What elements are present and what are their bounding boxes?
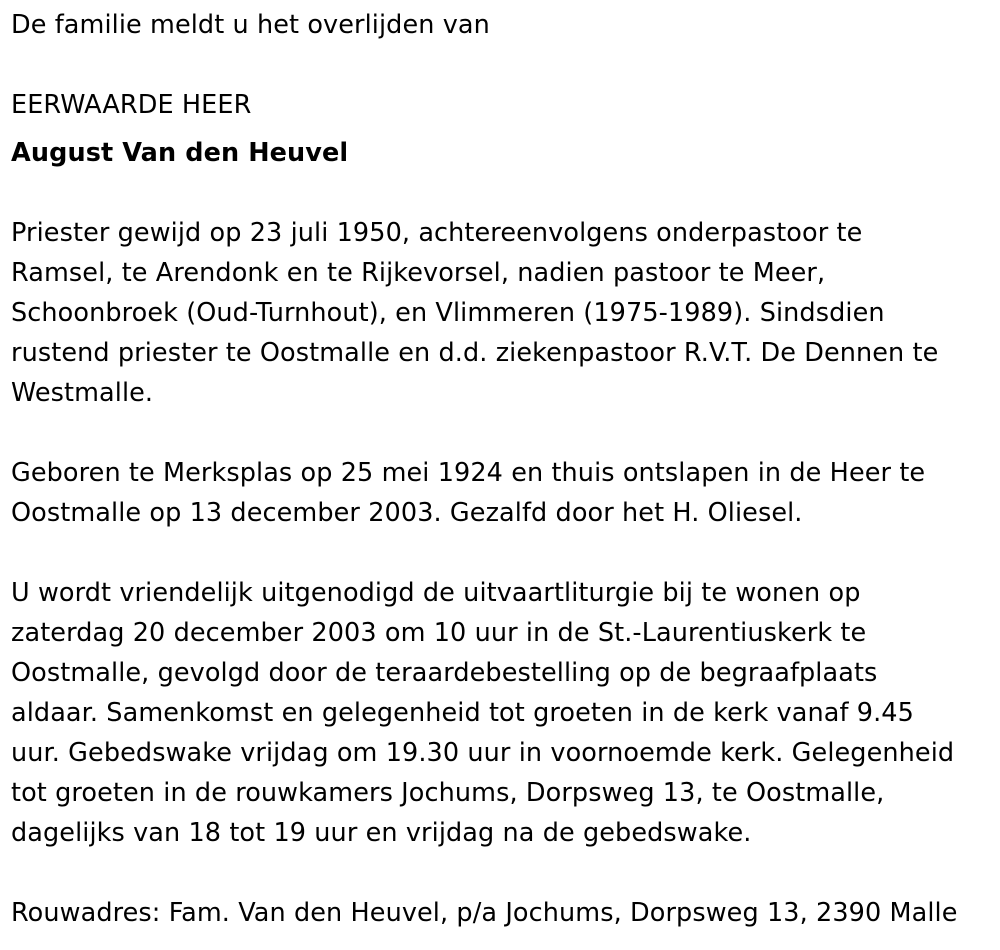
funeral-line: tot groeten in de rouwkamers Jochums, Dorpsweg 13, te Oostmalle, [11,778,885,808]
funeral-line: U wordt vriendelijk uitgenodigd de uitvaartliturgie bij te wonen op [11,578,861,608]
intro-text: De familie meldt u het overlijden van [11,10,490,40]
career-line: Ramsel, te Arendonk en te Rijkevorsel, nadien pastoor te Meer, [11,258,826,288]
mourning-address: Rouwadres: Fam. Van den Heuvel, p/a Jochums, Dorpsweg 13, 2390 Malle [11,898,958,928]
funeral-line: dagelijks van 18 tot 19 uur en vrijdag na de gebedswake. [11,818,752,848]
birth-death-line: Oostmalle op 13 december 2003. Gezalfd door het H. Oliesel. [11,498,803,528]
funeral-line: aldaar. Samenkomst en gelegenheid tot groeten in de kerk vanaf 9.45 [11,698,914,728]
career-line: Westmalle. [11,378,154,408]
deceased-name: August Van den Heuvel [11,138,349,168]
deceased-title: EERWAARDE HEER [11,90,252,120]
career-line: Schoonbroek (Oud-Turnhout), en Vlimmeren (1975-1989). Sindsdien [11,298,885,328]
funeral-line: Oostmalle, gevolgd door de teraardebestelling op de begraafplaats [11,658,878,688]
funeral-line: uur. Gebedswake vrijdag om 19.30 uur in voornoemde kerk. Gelegenheid [11,738,955,768]
funeral-line: zaterdag 20 december 2003 om 10 uur in de St.-Laurentiuskerk te [11,618,867,648]
career-line: rustend priester te Oostmalle en d.d. ziekenpastoor R.V.T. De Dennen te [11,338,939,368]
birth-death-line: Geboren te Merksplas op 25 mei 1924 en thuis ontslapen in de Heer te [11,458,926,488]
career-line: Priester gewijd op 23 juli 1950, achtereenvolgens onderpastoor te [11,218,863,248]
